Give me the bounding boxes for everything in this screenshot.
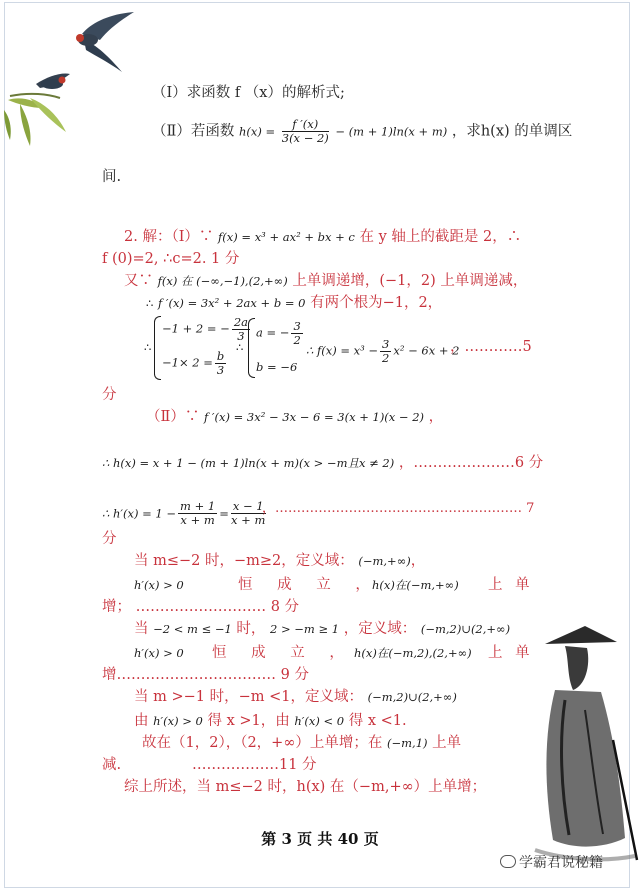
case-1-shangdan: 上 单: [488, 577, 534, 593]
c3c-pre: 故在（1，2），（2，+∞）上单增；在: [142, 735, 383, 751]
case-1-line-1: [134, 552, 425, 570]
score-7-fen: 分: [102, 531, 117, 547]
sol-l4-post: 有两个根为−1，2，: [310, 295, 443, 311]
case-3-line-4: 减.: [102, 757, 122, 773]
score-5-dots: ，…………5: [450, 339, 532, 355]
c1-end: ，: [410, 553, 426, 569]
solution-line-3: [124, 272, 527, 290]
watermark-text: 学霸君说秘籍: [519, 855, 603, 871]
sol-l7-pre: （Ⅱ）∵: [146, 409, 200, 425]
sys1-b-text: −1× 2 =: [162, 355, 213, 370]
score-11: ………………11 分: [192, 757, 317, 773]
sol-l1-math: f(x) = x³ + ax² + bx + c: [218, 230, 355, 244]
c2-post: ，定义域：: [343, 621, 417, 637]
case-2-hengchengli: 恒 成 立 ，: [212, 645, 354, 661]
wechat-icon: [500, 855, 516, 868]
page-footer: 第 3 页 共 40 页: [261, 830, 379, 848]
case-2-line-1: [134, 620, 510, 638]
sys1-a-text: −1 + 2 = −: [162, 321, 230, 336]
swallow-bamboo-illustration: [0, 0, 150, 150]
solution-line-8: [102, 454, 543, 472]
case-1-line-2: [134, 576, 184, 594]
score-7-dots: ，………………………………………………… 7: [262, 501, 535, 516]
case-1-hengchengli: 恒 成 立 ，: [238, 577, 380, 593]
fx-frac: [380, 338, 391, 365]
sys-therefore-1: ∴: [144, 340, 152, 354]
case-2-shangdan: 上 单: [488, 645, 534, 661]
c2-math: −2 < m ≤ −1: [153, 622, 232, 636]
q2-suffix: ，求h(x) 的单调区: [451, 123, 573, 140]
sys2-a-text: a = −: [256, 325, 290, 340]
c3b-post: 得 x <1.: [348, 713, 407, 729]
sol-l3-math: f(x) 在 (−∞,−1),(2,+∞): [157, 274, 288, 288]
c2-mid: 时，: [236, 621, 266, 637]
case-1-line-3: 增； ……………………… 8 分: [102, 599, 300, 615]
c3c-post: 上单: [432, 735, 462, 751]
case-1-h-interval: h(x)在(−m,+∞): [372, 578, 459, 592]
summary-line: 综上所述，当 m≤−2 时，h(x) 在（−m,+∞）上单增；: [124, 779, 487, 795]
sol-l7-math: f ′(x) = 3x² − 3x − 6 = 3(x + 1)(x − 2): [203, 410, 425, 424]
solution-line-7: [146, 408, 443, 426]
sol-l3-post: 上单调递增，(−1，2) 上单调递减，: [292, 273, 528, 289]
c3b-math: h′(x) > 0: [153, 714, 203, 728]
c3-domain: (−m,2)∪(2,+∞): [367, 690, 457, 704]
sys1-b-den: 3: [216, 363, 225, 377]
fx-post: x² − 6x + 2: [393, 343, 460, 358]
sol-l1-pre: 2. 解：（Ⅰ）∵: [124, 229, 214, 245]
sys2-a-frac: [291, 320, 302, 347]
question-part-2-cont: 间.: [102, 169, 122, 185]
fx-result: [306, 338, 459, 365]
sys1-eq-b: [162, 350, 228, 377]
sol-l9-pre: ∴ h′(x) = 1 −: [102, 506, 177, 521]
l9-frac-1: [178, 500, 217, 527]
l9-den-1: x + m: [180, 513, 215, 527]
sys2-eq-a: [256, 320, 305, 347]
sol-l7-post: ，: [428, 409, 444, 425]
q2-frac-num: f ′(x): [282, 118, 329, 132]
q2-h-lhs: h(x) =: [238, 124, 276, 139]
l9-den-2: x + m: [231, 513, 266, 527]
solution-line-4: [146, 294, 442, 312]
c2-domain: (−m,2)∪(2,+∞): [420, 622, 511, 636]
sol-l4-pre: ∴: [146, 296, 154, 310]
q2-tail: − (m + 1)ln(x + m): [335, 124, 448, 139]
c3-pre: 当 m >−1 时，−m <1，定义域：: [134, 689, 363, 705]
solution-line-2: f (0)=2, ∴c=2. 1 分: [102, 251, 240, 267]
case-3-line-3: [142, 734, 461, 752]
c3b-mid: 得 x >1，由: [207, 713, 290, 729]
q2-prefix: （Ⅱ）若函数: [152, 123, 235, 140]
c3c-math: (−m,1): [387, 736, 428, 750]
sol-l3-pre: 又∵: [124, 273, 153, 289]
case-3-line-2: [134, 712, 407, 730]
l9-frac-2: [231, 500, 266, 527]
sys2-a-num: 3: [293, 319, 301, 333]
sol-l8-math: ∴ h(x) = x + 1 − (m + 1)ln(x + m)(x > −m且x ≠ 2): [102, 456, 395, 470]
sol-l8-post: ，…………………6 分: [398, 455, 544, 471]
sys2-a-den: 2: [293, 333, 301, 347]
c2-math2: 2 > −m ≥ 1: [270, 622, 340, 636]
score-5-fen: 分: [102, 387, 117, 403]
question-part-1: （Ⅰ）求函数 f （x）的解析式;: [152, 85, 345, 101]
sol-l4-math: f ′(x) = 3x² + 2ax + b = 0: [157, 296, 306, 310]
c1-domain: (−m,+∞): [358, 554, 411, 568]
l9-eq: =: [219, 506, 229, 521]
case-2-h-interval: h(x)在(−m,2),(2,+∞): [354, 646, 472, 660]
l9-num-1: m + 1: [180, 499, 216, 513]
c1b-math: h′(x) > 0: [134, 578, 184, 592]
fx-den: 2: [382, 351, 390, 365]
sys2-eq-b: b = −6: [256, 360, 298, 374]
watermark: [500, 852, 603, 872]
c1-pre: 当 m≤−2 时，−m≥2，定义域：: [134, 553, 354, 569]
sys-therefore-2: ∴: [236, 340, 244, 354]
l9-num-2: x − 1: [232, 499, 264, 513]
case-3-line-1: [134, 688, 457, 706]
sys1-a-num: 2a: [233, 315, 248, 329]
sys1-a-den: 3: [237, 329, 245, 343]
sys1-brace: [154, 316, 161, 380]
solution-line-1: [124, 228, 521, 246]
c3b-pre: 由: [134, 713, 149, 729]
question-part-2: [152, 118, 572, 145]
c3b-math2: h′(x) < 0: [294, 714, 345, 728]
solution-line-9: [102, 500, 268, 527]
sys2-brace: [248, 318, 255, 378]
c2b-math: h′(x) > 0: [134, 646, 184, 660]
case-2-line-2: [134, 644, 184, 662]
case-2-line-3: 增…………………………… 9 分: [102, 667, 309, 683]
q2-fraction: [282, 118, 329, 145]
c2-pre: 当: [134, 621, 149, 637]
sys1-b-num: b: [216, 349, 225, 363]
q2-frac-den: 3(x − 2): [281, 131, 329, 145]
fx-pre: ∴ f(x) = x³ −: [306, 343, 379, 358]
fx-num: 3: [382, 337, 390, 351]
sys1-b-frac: [215, 350, 226, 377]
sol-l1-post: 在 y 轴上的截距是 2，∴: [359, 229, 522, 245]
